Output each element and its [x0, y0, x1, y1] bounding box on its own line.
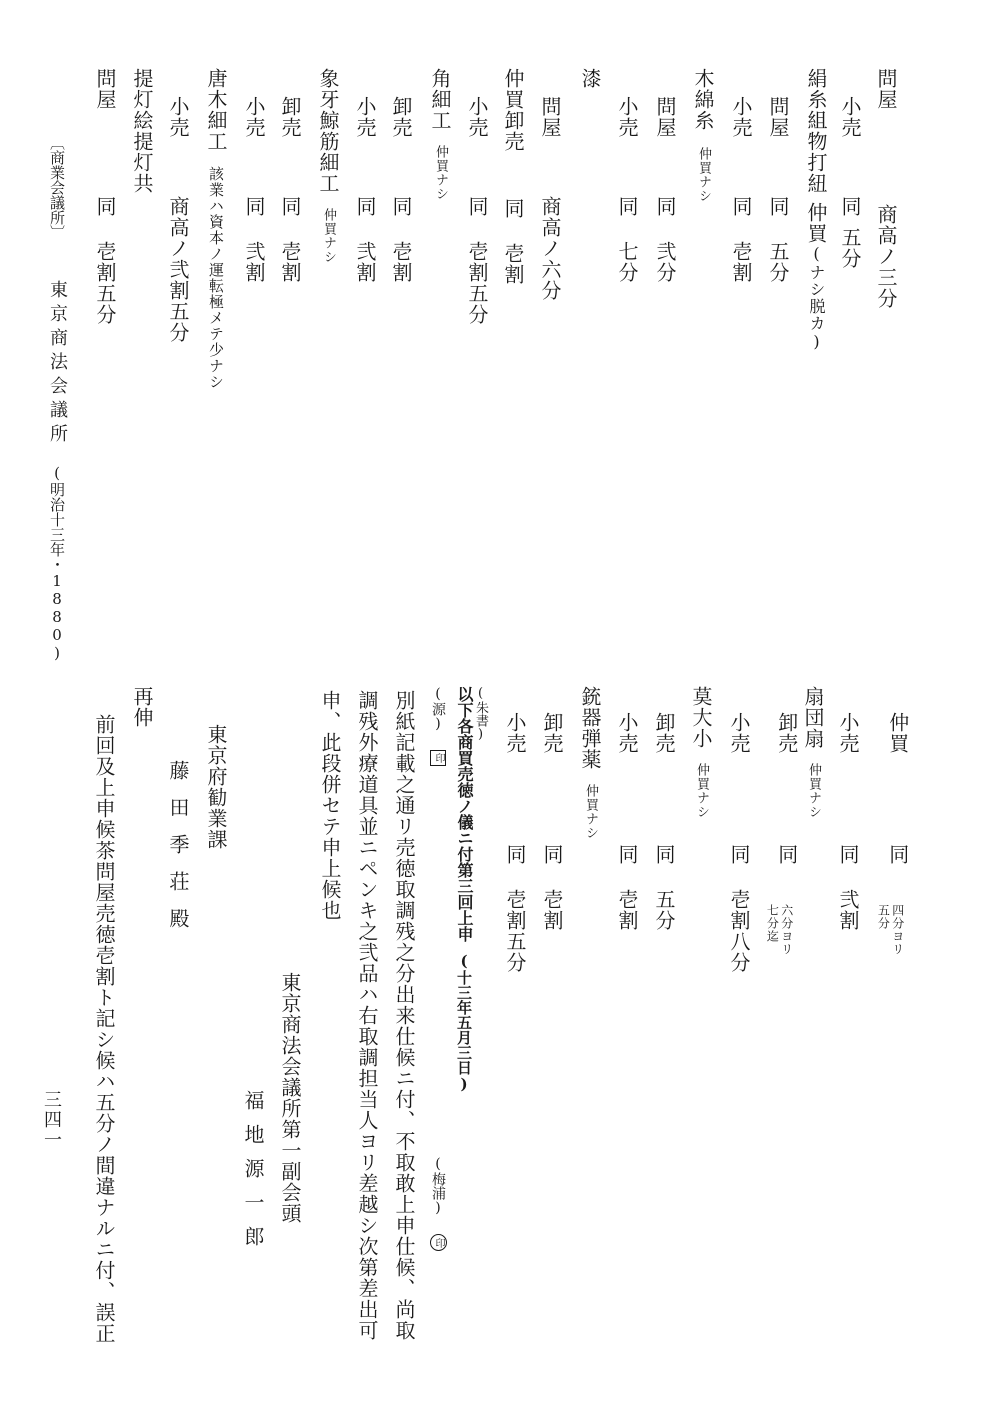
entry-value-2: 壱割	[540, 889, 564, 931]
entry-label: 仲買	[885, 712, 910, 754]
entry-row	[430, 68, 450, 201]
entry-note: 仲買ナシ	[321, 208, 336, 264]
entry-row	[876, 68, 896, 309]
recipient-name: 藤田季荘殿	[166, 760, 190, 945]
entry-row	[876, 712, 908, 956]
entry-value: 同	[729, 196, 753, 217]
stamp-char: 印	[433, 753, 444, 763]
entry-row	[391, 96, 411, 283]
entry-value-2: 壱割	[501, 243, 525, 285]
entry-label: 卸売	[540, 712, 564, 754]
entry-note: 仲買ナシ	[694, 763, 709, 819]
split-value-line: 七分迄	[765, 904, 780, 943]
entry-value-2: 壱割	[729, 241, 753, 283]
footer-bracket: 〔商業会議所〕	[48, 135, 66, 240]
entry-label: 提灯絵提灯共	[130, 68, 154, 194]
entry-value-2: 壱割八分	[727, 889, 751, 973]
split-value	[876, 904, 905, 956]
entry-value: 同	[242, 196, 266, 217]
entry-label: 問屋	[874, 68, 898, 110]
entry-value: 商高ノ三分	[874, 204, 898, 309]
entry-label: 角細工	[428, 68, 452, 131]
entry-label: 問屋	[538, 96, 562, 138]
entry-row	[731, 96, 751, 283]
entry-value: 同	[766, 196, 790, 217]
entry-label: 小売	[465, 96, 489, 138]
seal-mark	[430, 1156, 447, 1251]
entry-label: 問屋	[766, 96, 790, 138]
postscript-text: 前回及上申候茶問屋売徳壱割ト記シ候ハ五分ノ間違ナルニ付、誤正	[92, 714, 116, 1344]
recipient-org: 東京府勧業課	[204, 724, 228, 850]
entry-value: 同	[389, 196, 413, 217]
entry-row	[168, 96, 188, 343]
entry-value-2: 弐割	[242, 241, 266, 283]
entry-label: 小売	[615, 96, 639, 138]
entry-note: 仲買ナシ	[696, 147, 711, 203]
entry-row	[503, 68, 523, 285]
running-footer	[48, 135, 66, 662]
entry-label: 問屋	[653, 96, 677, 138]
entry-value-2: 五分	[652, 889, 676, 931]
entry-row	[244, 96, 264, 283]
source-mark	[430, 686, 446, 766]
entry-value-2: 五分	[766, 241, 790, 283]
entry-label: 小売	[836, 712, 860, 754]
entry-row	[467, 96, 487, 325]
body-line: 調残外療道具並ニペンキ之弐品ハ右取調担当人ヨリ差越シ次第差出可	[355, 690, 379, 1341]
entry-label: 莫大小	[689, 686, 713, 749]
seal-icon	[430, 1234, 447, 1251]
entry-value: 同	[653, 196, 677, 217]
entry-row	[580, 686, 600, 840]
entry-value: 同	[727, 844, 751, 865]
entry-note: 仲買ナシ	[806, 763, 821, 819]
entry-label: 卸売	[389, 96, 413, 138]
entry-label: 小売	[615, 712, 639, 754]
entry-value-2: 壱割五分	[93, 241, 117, 325]
entry-label: 扇団扇	[801, 686, 825, 749]
entry-value-2: 壱割	[278, 241, 302, 283]
entry-label: 卸売	[774, 712, 799, 754]
entry-label: 卸売	[652, 712, 676, 754]
postscript-label: 再伸	[130, 686, 154, 728]
entry-row	[540, 96, 560, 301]
body-line: 申、此段併セテ申上候也	[318, 690, 342, 921]
entry-value: 同	[885, 844, 910, 865]
entry-row	[729, 712, 749, 973]
entry-label: 唐木細工	[204, 68, 228, 152]
entry-row	[580, 68, 600, 89]
entry-label: 小売	[166, 96, 190, 138]
entry-label: 小売	[838, 96, 862, 138]
entry-value-2: 五分	[838, 227, 862, 269]
entry-row	[617, 96, 637, 283]
entry-row	[542, 712, 562, 931]
entry-row	[655, 96, 675, 283]
entry-label: 銃器弾薬	[578, 686, 602, 770]
entry-row	[691, 686, 711, 819]
entry-label: 漆	[578, 68, 602, 89]
entry-label: 卸売	[278, 96, 302, 138]
entry-row	[838, 712, 858, 931]
entry-value: 同	[774, 844, 799, 865]
heading-prefix: (朱書)	[473, 686, 488, 742]
entry-value: 同	[836, 844, 860, 865]
heading-text: 以下各商買売徳ノ儀ニ付第三回上申	[455, 686, 474, 942]
entry-row	[318, 68, 338, 264]
entry-value: 同	[615, 196, 639, 217]
entry-note: 該業ハ資本ノ運転極メテ少ナシ	[207, 166, 225, 390]
footer-title: 東京商法会議所	[47, 280, 68, 448]
entry-row	[654, 712, 674, 931]
entry-label: 小売	[729, 96, 753, 138]
seal-label: (梅浦)	[430, 1156, 446, 1216]
entry-value-2: 弐分	[653, 241, 677, 283]
body-line: 別紙記載之通リ売徳取調残之分出来仕候ニ付、不取敢上申仕候、尚取	[392, 690, 416, 1341]
entry-value: 同	[353, 196, 377, 217]
entry-value: 同	[465, 196, 489, 217]
entry-value: 同	[615, 844, 639, 865]
entry-value: 同	[503, 844, 527, 865]
split-value-line: 五分	[876, 904, 891, 930]
entry-row	[765, 712, 797, 956]
entry-row	[355, 96, 375, 283]
entry-label: 仲買卸売	[501, 68, 525, 152]
split-value-line: 六分ヨリ	[779, 904, 794, 956]
entry-row	[806, 68, 826, 352]
entry-label: 小売	[242, 96, 266, 138]
entry-value: 同	[652, 844, 676, 865]
heading	[456, 686, 472, 1093]
entry-row	[693, 68, 713, 203]
source-label: (源)	[430, 686, 446, 732]
heading-date: (十三年五月三日)	[455, 952, 473, 1093]
entry-row	[840, 96, 860, 269]
signer-name: 福地源一郎	[241, 1090, 265, 1260]
split-value	[765, 904, 794, 956]
entry-row	[206, 68, 226, 390]
entry-row	[768, 96, 788, 283]
entry-row	[803, 686, 823, 819]
signer-org: 東京商法会議所第一副会頭	[278, 972, 302, 1224]
entry-row	[280, 96, 300, 283]
entry-label: 小売	[353, 96, 377, 138]
entry-label: 小売	[503, 712, 527, 754]
entry-value-2: 弐割	[836, 889, 860, 931]
entry-value: (ナシ脱カ)	[807, 244, 826, 352]
entry-note: 仲買ナシ	[583, 784, 598, 840]
entry-label: 象牙鯨筋細工	[316, 68, 340, 194]
entry-note: 仲買ナシ	[433, 145, 448, 201]
entry-value-2: 壱割	[389, 241, 413, 283]
entry-note: 仲買	[804, 202, 828, 244]
entry-label: 木綿糸	[691, 68, 715, 131]
entry-value: 同	[93, 196, 117, 217]
entry-value-2: 七分	[615, 241, 639, 283]
entry-row	[132, 68, 152, 194]
seal-char: 印	[433, 1237, 444, 1248]
entry-value-2: 壱割五分	[503, 889, 527, 973]
entry-label: 小売	[727, 712, 751, 754]
entry-label: 絹糸組物打紐	[804, 68, 828, 194]
entry-value: 同	[278, 196, 302, 217]
entry-row	[95, 68, 115, 325]
entry-row	[617, 712, 637, 931]
entry-value-2: 壱割	[615, 889, 639, 931]
entry-value: 商高ノ弐割五分	[166, 196, 190, 343]
entry-label: 問屋	[93, 68, 117, 110]
stamp-icon	[430, 750, 446, 766]
entry-value-2: 弐割	[353, 241, 377, 283]
entry-value: 同	[501, 198, 525, 219]
entry-value: 同	[838, 196, 862, 217]
entry-value: 商高ノ六分	[538, 196, 562, 301]
entry-value-2: 壱割五分	[465, 241, 489, 325]
footer-era: (明治十三年・1880)	[48, 464, 66, 662]
page-number: 三四一	[41, 1090, 62, 1150]
entry-row	[505, 712, 525, 973]
split-value-line: 四分ヨリ	[890, 904, 905, 956]
entry-value: 同	[540, 844, 564, 865]
